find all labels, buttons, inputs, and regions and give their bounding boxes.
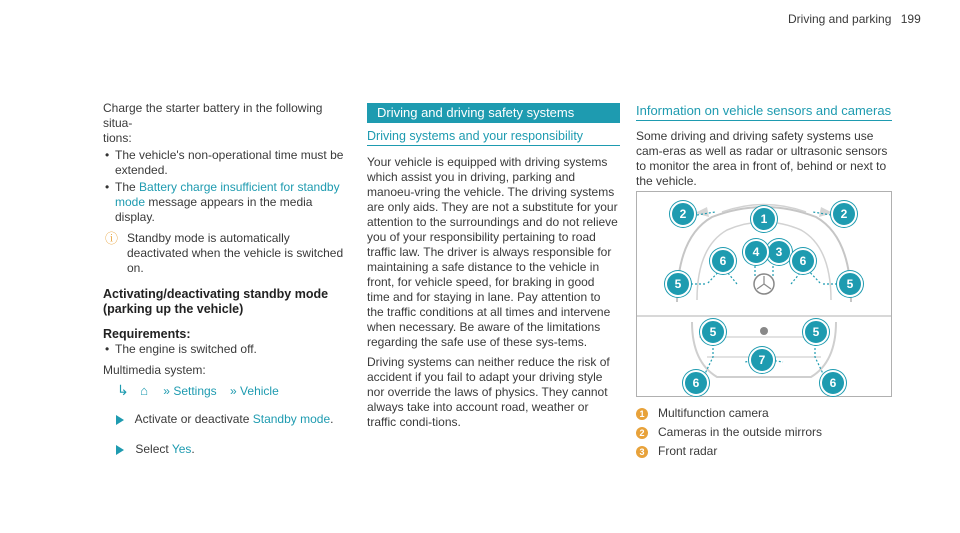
list-item [103, 342, 353, 357]
path-settings[interactable]: Settings [173, 384, 217, 398]
section-heading: Information on vehicle sensors and cameras [636, 103, 892, 121]
standby-mode-link[interactable]: Standby mode [252, 412, 331, 426]
note-text: Standby mode is automatically deactivated when the vehicle is switched on. [127, 231, 344, 275]
subheading: Driving systems and your responsibility [367, 129, 620, 146]
menu-path [103, 383, 353, 399]
message-link[interactable]: Battery charge insufficient for standby [139, 180, 340, 194]
paragraph: Driving systems can neither reduce the risk of accident if you fail to adapt your driving style nor override the laws of physics. They cannot always take into account road, weather or traffic condi-tions. [367, 355, 610, 429]
marker-5: 5 [803, 319, 829, 345]
page-number: 199 [900, 12, 921, 26]
marker-mirror-camera-left: 2 [670, 201, 696, 227]
legend-text: Cameras in the outside mirrors [658, 425, 823, 439]
running-header [788, 12, 921, 27]
step-punct: . [191, 442, 195, 456]
intro-text: Charge the starter battery in the following situa- tions: [103, 101, 323, 145]
info-icon: ⓘ [105, 231, 119, 246]
marker-6: 6 [683, 370, 709, 396]
marker-5: 5 [665, 271, 691, 297]
legend-item [636, 425, 892, 440]
section-title: Driving and parking [788, 12, 892, 26]
legend-text: Multifunction camera [658, 406, 769, 420]
step-arrow-icon [116, 415, 124, 425]
vehicle-sensors-figure [636, 191, 892, 397]
requirement-text: The engine is switched off. [115, 342, 257, 356]
home-icon[interactable]: ⌂ [140, 383, 148, 398]
legend-item [636, 406, 892, 421]
paragraph: Some driving and driving safety systems use cam-eras as well as radar or ultrasonic sensors to monitor the area in front of, behind or next to the vehicle. [636, 129, 888, 188]
marker-4: 4 [743, 239, 769, 265]
bullet-text: message appears in the media display. [115, 195, 313, 224]
bullet-prefix: The [115, 180, 140, 194]
message-link-cont[interactable]: mode [115, 195, 146, 209]
path-arrow-icon: ↳ [117, 382, 129, 398]
paragraph: Your vehicle is equipped with driving systems which assist you in driving, parking and manoeu-vring the vehicle. The driving systems are only aids. They are not a substitute for your attention to the surroundings and do not relieve you of your responsibility pertaining to road traffic law. The driver is always responsible for maintaining a safe distance to the vehicle in front, for vehicle speed, for braking in good time and for staying in lane. Pay attention to the traffic conditions at all times and intervene when necessary. Be aware of the limitations regarding the safe use of these sys-tems. [367, 155, 618, 349]
chevron-icon: » [163, 384, 170, 398]
requirements-heading: Requirements: [103, 327, 191, 341]
legend-text: Front radar [658, 444, 718, 458]
marker-5: 5 [837, 271, 863, 297]
figure-legend [636, 406, 892, 459]
step-text: Select [135, 442, 172, 456]
marker-5: 5 [700, 319, 726, 345]
chevron-icon: » [230, 384, 237, 398]
legend-number: 1 [636, 408, 648, 420]
column-middle [367, 103, 620, 430]
section-banner: Driving and driving safety systems [367, 103, 620, 123]
section-heading: Activating/deactivating standby mode (parking up the vehicle) [103, 287, 329, 316]
marker-6: 6 [820, 370, 846, 396]
column-right [636, 103, 892, 189]
multimedia-label: Multimedia system: [103, 363, 206, 377]
step-text: Activate or deactivate [134, 412, 253, 426]
bullet-text: The vehicle's non-operational time must be extended. [115, 148, 344, 177]
marker-6: 6 [790, 248, 816, 274]
legend-number: 2 [636, 427, 648, 439]
yes-link[interactable]: Yes [171, 442, 192, 456]
step-arrow-icon [116, 445, 124, 455]
legend-item [636, 444, 892, 459]
marker-7: 7 [749, 347, 775, 373]
marker-multifunction-camera: 1 [751, 206, 777, 232]
list-item [103, 180, 353, 225]
list-item [103, 148, 353, 178]
note [103, 231, 353, 276]
marker-6: 6 [710, 248, 736, 274]
step-punct: . [330, 412, 334, 426]
step-activate [103, 412, 353, 427]
column-left [103, 101, 353, 457]
path-vehicle[interactable]: Vehicle [240, 384, 279, 398]
marker-mirror-camera-right: 2 [831, 201, 857, 227]
step-select [103, 442, 353, 457]
marker-front-radar: 3 [766, 239, 792, 265]
legend-number: 3 [636, 446, 648, 458]
